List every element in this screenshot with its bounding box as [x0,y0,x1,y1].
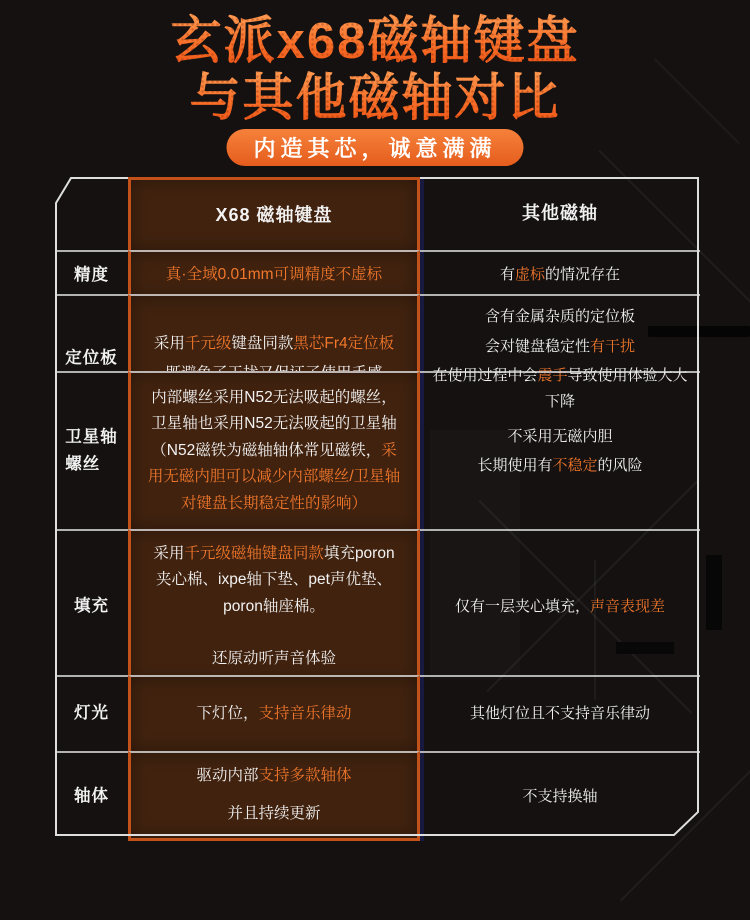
body-text: 填充poron夹心棉、ixpe轴下垫、pet声优垫、poron轴座棉。 [156,545,395,615]
row-label [65,424,118,478]
product-cell [128,529,420,682]
product-cell [128,250,420,298]
cell-text-line [455,594,665,620]
body-text: 有 [499,266,515,284]
row-label-line: 精度 [74,265,109,284]
other-cell [420,250,700,298]
highlight-text: 有干扰 [590,337,636,355]
cell-text-line [166,262,382,288]
row-label [74,593,109,620]
header-other-label: 其他磁轴 [522,203,598,224]
comparison-table [55,177,700,836]
cell-text-line [470,701,650,727]
highlight-text: 千元级磁轴键盘同款 [184,545,324,562]
cell-text-line [154,331,394,357]
other-cell [420,675,700,751]
row-label-cell [55,250,128,298]
other-cell [420,371,700,529]
header-other-column [420,177,700,250]
header-product-label: X68 磁轴键盘 [215,204,333,225]
row-label-cell [55,751,128,841]
row-label-line: 灯光 [74,704,109,723]
body-text: 长期使用有 [477,457,553,474]
highlight-text: 不稳定 [552,457,598,474]
highlight-text: 真·全域0.01mm可调精度不虚标 [165,266,383,283]
cell-text-line [196,763,351,789]
page-title-line-2: 与其他磁轴对比 [0,69,750,126]
table-row [55,751,700,836]
row-label [74,783,109,810]
product-cell [128,675,420,751]
body-text: 含有金属杂质的定位板 [484,308,635,325]
row-label-line: 填充 [74,597,109,616]
body-text: 下灯位， [196,704,259,722]
highlight-text: 千元级 [184,334,232,352]
body-text: 在使用过程中会 [432,367,538,384]
body-text: 其他灯位且不支持音乐律动 [469,705,650,723]
cell-text-line [500,262,620,288]
row-label-line: 卫星轴 [65,427,118,446]
row-label [65,345,118,372]
highlight-text: 支持多款轴体 [258,767,352,784]
body-text: 导致使用体验大大下降 [544,367,688,410]
other-cell [420,751,700,841]
table-row [55,675,700,751]
subtitle-badge: 内造其芯，诚意满满 [226,129,523,166]
body-text: 的风险 [597,457,643,474]
table-row [55,371,700,529]
row-label-line: 螺丝 [65,455,101,473]
cell-text-line [146,541,402,620]
row-label-cell [55,675,128,751]
row-label [74,700,109,727]
cell-text-line [477,453,642,479]
cell-text-line [485,304,635,330]
cell-text-line [507,424,612,450]
highlight-text: 虚标 [514,266,545,284]
body-text: 还原动听声音体验 [211,650,336,668]
body-text: 内部螺丝采用N52无法吸起的螺丝，卫星轴也采用N52无法吸起的卫星轴（N52磁铁为磁轴轴体常见磁铁， [151,389,397,459]
body-text: 不采用无磁内胆 [507,427,613,445]
table-row [55,250,700,294]
row-label-cell [55,371,128,529]
body-text: 键盘同款 [231,334,294,352]
highlight-text: 支持音乐律动 [258,704,352,722]
row-label-cell [55,529,128,682]
page-title [0,12,750,126]
highlight-text: 采用无磁内胆可以减少内部螺丝/卫星轴对键盘长期稳定性的影响） [147,441,401,512]
body-text: 并且持续更新 [227,805,321,823]
row-label-line: 轴体 [74,787,109,806]
header-product-column [128,177,420,250]
cell-text-line [212,646,336,672]
table-row [55,529,700,675]
product-cell [128,371,420,529]
row-label [74,262,109,289]
other-cell [420,529,700,682]
row-label-line: 定位板 [65,349,118,368]
table-header-row [55,177,700,250]
cell-text-line [196,701,351,727]
cell-text-line [522,784,597,810]
body-text: 的情况存在 [545,266,621,284]
cell-text-line [227,801,320,827]
highlight-text: 声音表现差 [590,597,666,615]
product-cell [128,751,420,841]
header-corner-cell [55,177,128,250]
page-title-line-1: 玄派x68磁轴键盘 [0,12,750,69]
body-text: 采用 [153,334,185,352]
bg-dark-bar-2 [706,555,722,630]
highlight-text: 震手 [537,367,568,384]
body-text: 驱动内部 [196,767,259,784]
body-text: 采用 [153,545,185,562]
cell-text-line [146,385,402,517]
body-text: 仅有一层夹心填充， [454,597,590,615]
body-text: 不支持换轴 [522,788,598,806]
cell-text-line [485,334,635,360]
highlight-text: 黑芯Fr4定位板 [293,334,395,352]
body-text: 会对键盘稳定性 [484,337,590,355]
table-row [55,294,700,410]
